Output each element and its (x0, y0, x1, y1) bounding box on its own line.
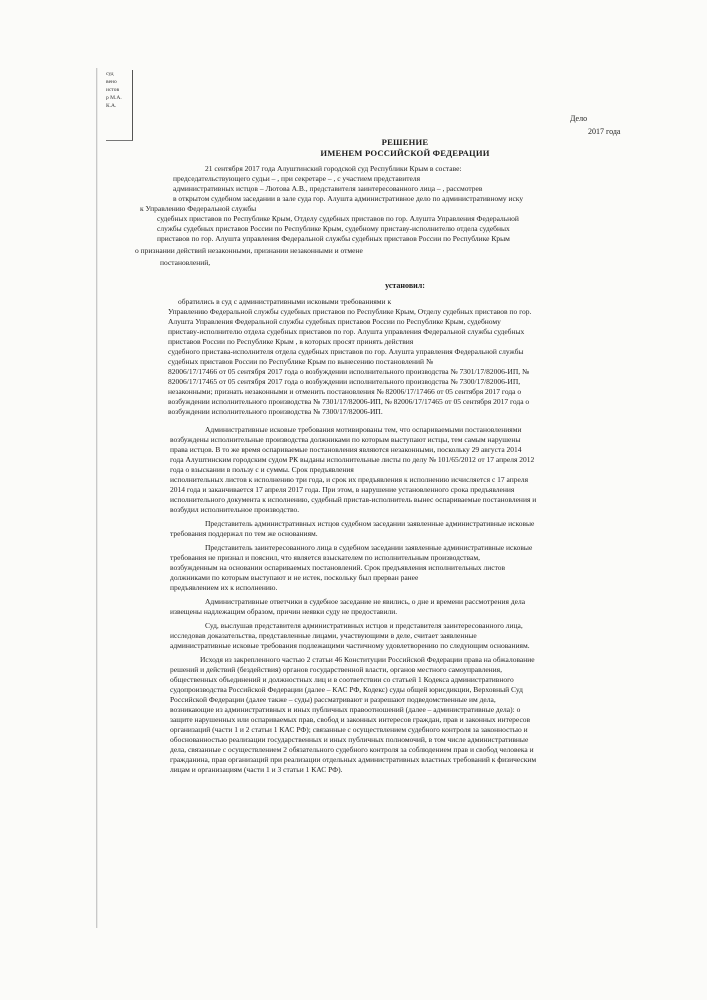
body-line: исполнительных листов к исполнению три года, и срок их предъявления к исполнению исчисляется с 17 апреля (170, 475, 529, 484)
body-line: извещены надлежащим образом, причин неявки суду не предоставили. (170, 607, 398, 616)
body-line: возбуждении исполнительного производства № 7300/17/82006-ИП. (168, 407, 383, 416)
body-line: Суд, выслушав представителя административных истцов и представителя заинтересованного лица, (205, 621, 523, 630)
body-line: незаконными; признать незаконными и отменить постановления № 82006/17/17466 от 05 сентября 2017 года о (168, 387, 522, 396)
stamp-line: суд (106, 71, 114, 77)
body-line: 82006/17/17465 от 05 сентября 2017 года о возбуждении исполнительного производства № 7300/17/82006-ИП, (168, 377, 521, 386)
intro-line: 21 сентября 2017 года Алуштинский городской суд Республики Крым в составе: (205, 164, 462, 173)
stamp-line: истов (106, 87, 120, 93)
intro-line: о признании действий незаконными, признании незаконными и отмене (135, 246, 363, 255)
case-year: 2017 года (588, 127, 621, 136)
body-line: приставу-исполнителю отдела судебных приставов по гор. Алушта управления Федеральной службы судебных (168, 327, 525, 336)
body-line: Представитель административных истцов судебном заседании заявленные административные исковые (205, 519, 535, 528)
stamp-line: К.А. (106, 103, 117, 109)
body-line: предъявлением их к исполнению. (170, 583, 278, 592)
section-heading: установил: (385, 281, 425, 290)
intro-line: в открытом судебном заседании в зале суда гор. Алушта административное дело по административному иску (173, 194, 524, 203)
body-line: должниками по которым выступают и не истек, поскольку был прерван ранее (170, 573, 419, 582)
body-line: Представитель заинтересованного лица в судебном заседании заявленные административные исковые (205, 543, 533, 552)
body-line: исследовав доказательства, представленные лицами, участвующими в деле, считает заявленные (170, 631, 477, 640)
body-line: защите нарушенных или оспариваемых прав, свобод и законных интересов граждан, прав и законных интересов (170, 715, 531, 724)
scan-edge (96, 68, 98, 928)
body-line: 82006/17/17466 от 05 сентября 2017 года о возбуждении исполнительного производства № 7301/17/82006-ИП, № (168, 367, 530, 376)
intro-line: судебных приставов по Республике Крым, Отделу судебных приставов по гор. Алушта Управления Федеральной (157, 214, 519, 223)
body-line: исполнительного документа к исполнению, судебный пристав-исполнитель вынес оспариваемые постановления и (170, 495, 537, 504)
body-line: Алушта Управления Федеральной службы судебных приставов России по Республике Крым, судебному (168, 317, 501, 326)
body-line: административные исковые требования подлежащими частичному удовлетворению по следующим основаниям. (170, 641, 530, 650)
body-line: Административные ответчики в судебное заседание не явились, о дне и времени рассмотрения дела (205, 597, 526, 606)
body-line: Исходя из закрепленного частью 2 статьи 46 Конституции Российской Федерации права на обжалование (200, 655, 535, 664)
body-line: приставов России по Республике Крым , в которых просят принять действия (168, 337, 414, 346)
body-line: общественных объединений и должностных лиц и в соответствии со статьей 1 Кодекса административного (170, 675, 514, 684)
body-line: обоснованностью реализации государственных и иных публичных полномочий, в том числе административные (170, 735, 529, 744)
stamp-line: вено (106, 79, 117, 85)
body-line: возбужденным на основании оспариваемых постановлений. Срок предъявления исполнительных листов (170, 563, 506, 572)
title-decision: РЕШЕНИЕ (381, 137, 429, 147)
body-line: года Алуштинским городским судом РК выданы исполнительные листы по делу № 101/65/2012 от 17 апреля 2012 (170, 455, 535, 464)
body-line: гражданина, прав организаций при реализации отдельных административных властных требований к физическим (170, 755, 537, 764)
body-line: Административные исковые требования мотивированы тем, что оспариваемыми постановлениями (205, 425, 522, 434)
body-line: судебного пристава-исполнителя отдела судебных приставов по гор. Алушта управления Федеральной службы (168, 347, 524, 356)
document-title (150, 137, 660, 159)
body-line: дела, связанные с осуществлением 2 обязательного судебного контроля за соблюдением прав и свобод человека и (170, 745, 534, 754)
body-line: 2014 года и заканчивается 17 апреля 2017 года. При этом, в нарушение установленного срока предъявления (170, 485, 515, 494)
body-line: Российской Федерации (далее также – суды) рассматривают и разрешают подведомственные им дела, (170, 695, 496, 704)
body-line: судебных приставов России по Республике Крым по вынесению постановлений № (168, 357, 434, 366)
body-line: возникающие из административных и иных публичных правоотношений (далее – административные дела): о (170, 705, 521, 714)
body-line: права истцов. В то же время оспариваемые постановления являются незаконными, поскольку 29 августа 2014 (170, 445, 522, 454)
body-line: организаций (части 1 и 2 статьи 1 КАС РФ); связанные с осуществлением судебного контроля за законностью и (170, 725, 528, 734)
body-line: Управлению Федеральной службы судебных приставов по Республике Крым, Отделу судебных приставов по гор. (168, 307, 532, 316)
intro-line: административных истцов – Лютова А.В., представителя заинтересованного лица – , рассмотрев (173, 184, 483, 193)
body-line: лицам и организациям (части 1 и 3 статьи 1 КАС РФ). (170, 765, 343, 774)
title-name: ИМЕНЕМ РОССИЙСКОЙ ФЕДЕРАЦИИ (320, 148, 490, 158)
case-number: Дело (570, 114, 588, 123)
body-line: возбудил исполнительное производство. (170, 505, 300, 514)
body-line: возбуждены исполнительные производства должниками по которым выступают истцы, тем самым нарушены (170, 435, 521, 444)
intro-line: приставов по гор. Алушта управления Федеральной службы судебных приставов России по Республике Крым (157, 234, 510, 243)
body-line: решений и действий (бездействия) органов государственной власти, органов местного самоуправления, (170, 665, 502, 674)
intro-line: службы судебных приставов России по Республике Крым, судебному приставу-исполнителю отдела судебных (157, 224, 510, 233)
stamp-line: р М.А. (106, 95, 122, 101)
court-stamp (106, 70, 133, 141)
body-line: обратились в суд с административными исковыми требованиями к (178, 297, 392, 306)
intro-line: председательствующего судьи – , при секретаре – , с участием представителя (173, 174, 421, 183)
intro-line: постановлений, (160, 258, 211, 267)
body-line: года о взыскании в пользу с и суммы. Срок предъявления (170, 465, 354, 474)
body-line: требования не признал и пояснил, что является взыскателем по исполнительным производствам, (170, 553, 480, 562)
body-line: судопроизводства Российской Федерации (далее – КАС РФ, Кодекс) суды общей юрисдикции, Верховный Суд (170, 685, 523, 694)
intro-line: к Управлению Федеральной службы (140, 204, 257, 213)
body-line: требования поддержал по тем же основаниям. (170, 529, 318, 538)
body-line: возбуждении исполнительного производства № 7301/17/82006-ИП, № 82006/17/17465 от 05 сентября 2017 года о (168, 397, 530, 406)
